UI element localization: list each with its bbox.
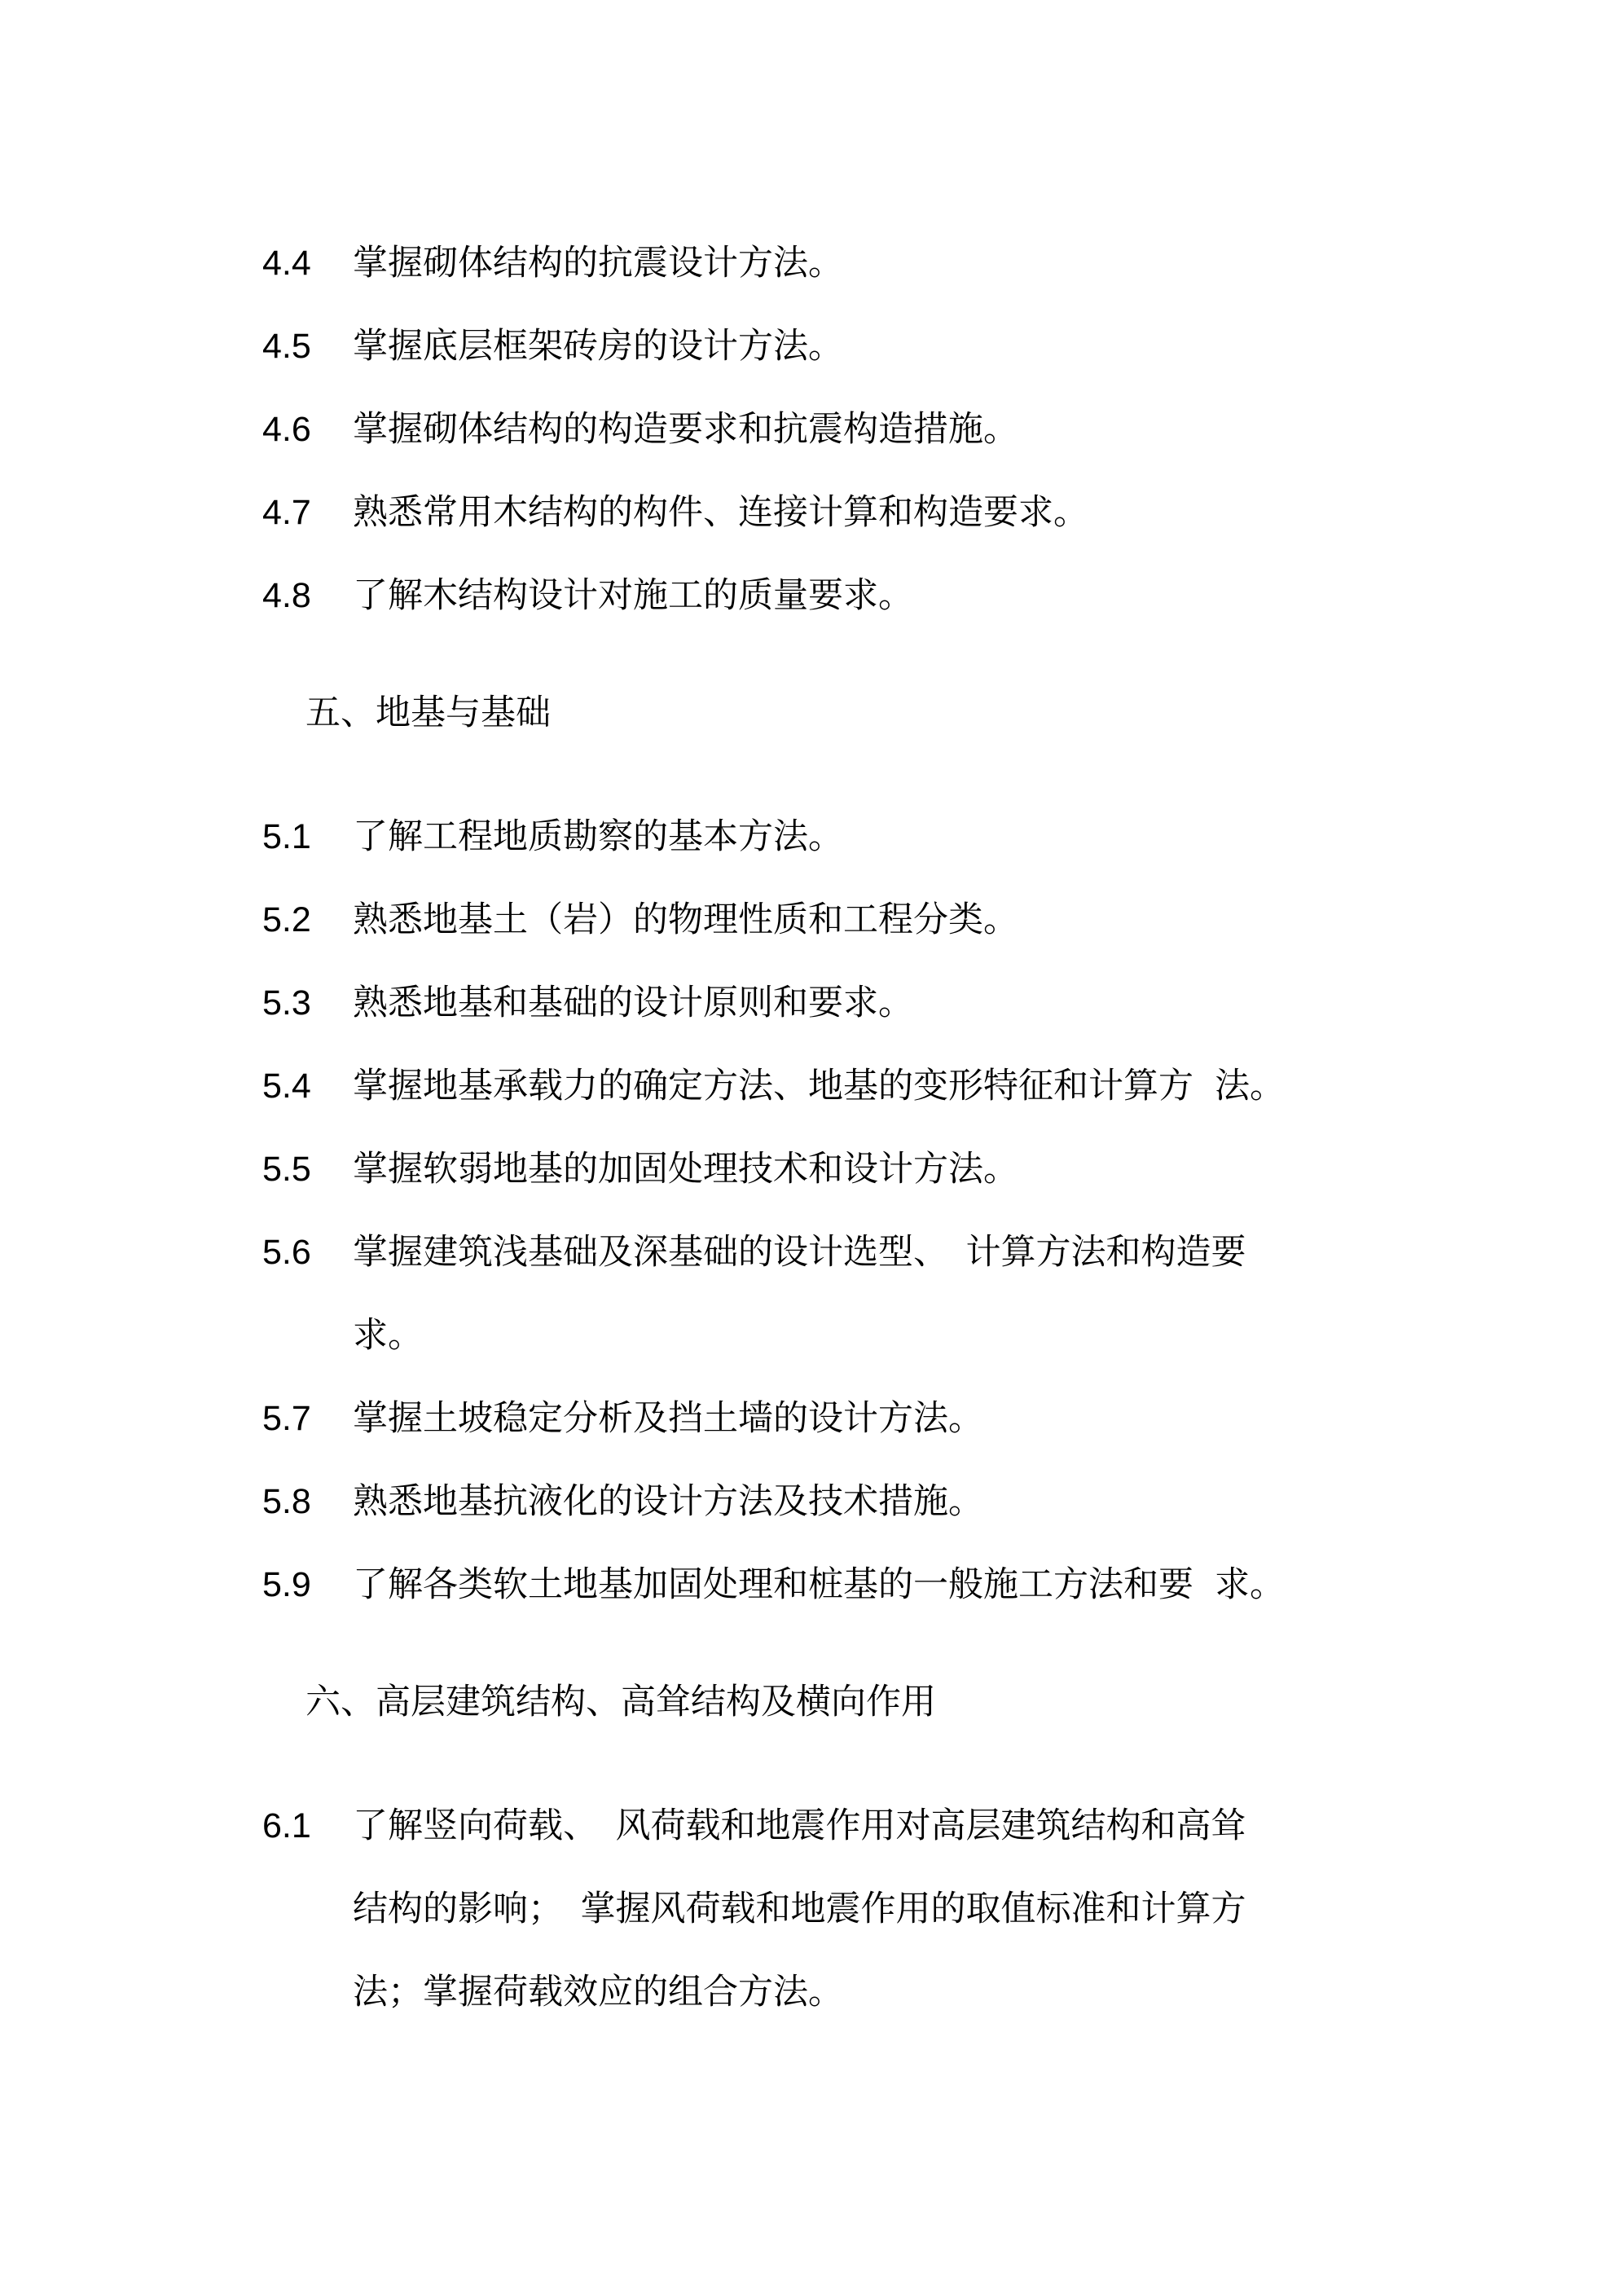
list-item-continuation — [262, 1294, 1524, 1377]
item-text: 掌握砌体结构的抗震设计方法。 — [353, 244, 843, 283]
item-text: 熟悉常用木结构的构件、连接计算和构造要求。 — [353, 493, 1088, 532]
item-number: 5.7 — [262, 1399, 311, 1438]
item-text: 求。 — [353, 1316, 423, 1355]
list-item — [262, 961, 1524, 1045]
list-item — [262, 1211, 1524, 1294]
item-number: 5.2 — [262, 900, 311, 939]
item-text: 掌握底层框架砖房的设计方法。 — [353, 327, 843, 366]
list-item — [262, 1128, 1524, 1211]
item-number: 6.1 — [262, 1806, 311, 1845]
list-item — [262, 1460, 1524, 1543]
item-number: 5.8 — [262, 1482, 311, 1521]
list-item — [262, 471, 1524, 554]
list-item — [262, 305, 1524, 388]
item-text: 掌握地基承载力的确定方法、地基的变形特征和计算方 法。 — [353, 1067, 1285, 1106]
item-text: 掌握砌体结构的构造要求和抗震构造措施。 — [353, 410, 1018, 449]
list-item — [262, 554, 1524, 637]
item-number: 5.3 — [262, 983, 311, 1023]
item-text: 了解工程地质勘察的基本方法。 — [353, 817, 843, 856]
list-item — [262, 1377, 1524, 1460]
list-item-continuation — [262, 1867, 1524, 1951]
item-number: 4.5 — [262, 327, 311, 366]
item-text: 熟悉地基和基础的设计原则和要求。 — [353, 983, 913, 1023]
list-item — [262, 388, 1524, 471]
list-item-continuation — [262, 1951, 1524, 2034]
item-text: 熟悉地基土（岩）的物理性质和工程分类。 — [353, 900, 1018, 939]
item-text: 了解竖向荷载、 风荷载和地震作用对高层建筑结构和高耸 — [353, 1806, 1246, 1845]
item-number: 4.6 — [262, 410, 311, 449]
item-number: 5.9 — [262, 1565, 311, 1604]
item-number: 4.7 — [262, 493, 311, 532]
item-text: 了解木结构设计对施工的质量要求。 — [353, 576, 913, 615]
item-text: 了解各类软土地基加固处理和桩基的一般施工方法和要 求。 — [353, 1565, 1285, 1604]
list-item — [262, 222, 1524, 305]
item-text: 熟悉地基抗液化的设计方法及技术措施。 — [353, 1482, 983, 1521]
section-heading: 六、高层建筑结构、高耸结构及横向作用 — [305, 1682, 936, 1722]
item-text: 法；掌握荷载效应的组合方法。 — [353, 1973, 843, 2012]
item-number: 5.6 — [262, 1233, 311, 1272]
item-text: 掌握建筑浅基础及深基础的设计选型、 计算方法和构造要 — [353, 1233, 1246, 1272]
list-item — [262, 1784, 1524, 1867]
item-text: 结构的影响； 掌握风荷载和地震作用的取值标准和计算方 — [353, 1889, 1246, 1929]
section-heading: 五、地基与基础 — [305, 693, 551, 732]
list-item — [262, 1045, 1524, 1128]
item-number: 4.4 — [262, 244, 311, 283]
item-number: 5.4 — [262, 1067, 311, 1106]
list-item — [262, 795, 1524, 878]
item-number: 4.8 — [262, 576, 311, 615]
item-number: 5.1 — [262, 817, 311, 856]
item-number: 5.5 — [262, 1150, 311, 1189]
list-item — [262, 1543, 1524, 1626]
item-text: 掌握土坡稳定分析及挡土墙的设计方法。 — [353, 1399, 983, 1438]
list-item — [262, 878, 1524, 961]
item-text: 掌握软弱地基的加固处理技术和设计方法。 — [353, 1150, 1018, 1189]
